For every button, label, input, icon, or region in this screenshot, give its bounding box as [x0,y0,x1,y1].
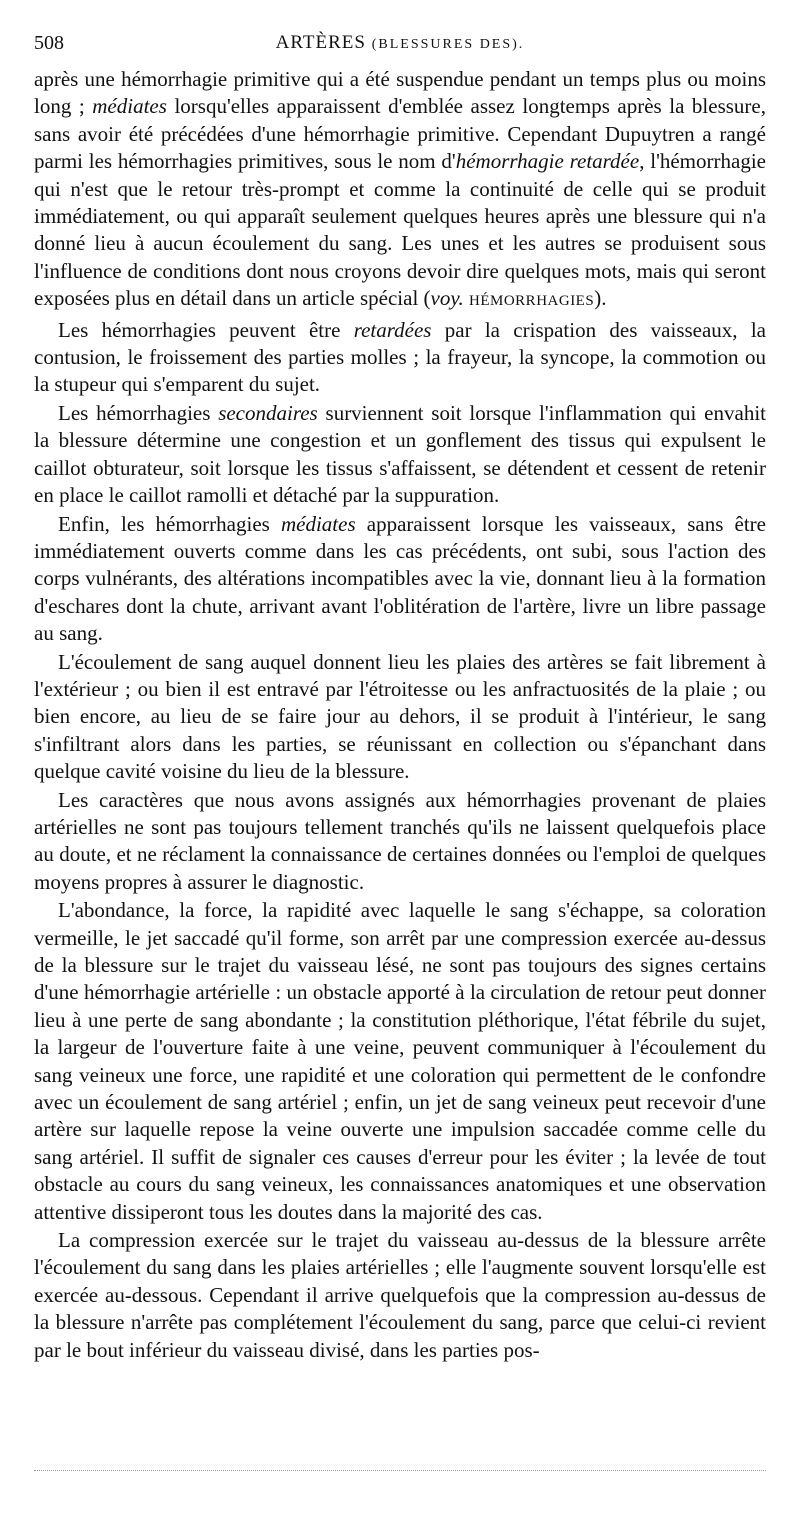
footer-rule [34,1470,766,1471]
paragraph [34,317,766,399]
paragraph [34,1227,766,1364]
italic-term: secondaires [218,400,318,425]
paragraph [34,66,766,316]
text-run: lorsqu'elles apparaissent d'emblée assez longtemps après la blessure, sans avoir été précédées d'une hémorrhagie primitive. Cependant Dupuytren a rangé parmi les hémorrhagies primitives, sous le nom d' [34,94,766,174]
text-run: Les hémorrhagies peuvent être [58,317,354,342]
small-caps-term: HÉMORRHAGIES [469,293,595,310]
text-run: Enfin, les hémorrhagies [58,511,281,536]
paragraph [34,649,766,786]
running-head [34,26,766,66]
italic-term: hémorrhagie retardée [455,149,640,174]
text-run: L'écoulement de sang auquel donnent lieu les plaies des artères se fait librement à l'extérieur ; ou bien il est entravé par l'étroitesse ou les anfractuosités de la plaie ; ou bien encore, au lieu de se faire jour au dehors, il se produit à l'intérieur, le sang s'infiltrant alors dans les parties, se réunissant en collection ou s'épanchant dans quelque cavité voisine du lieu de la blessure. [34,649,766,784]
italic-term: voy. [430,286,464,311]
paragraph [34,787,766,897]
text-run: L'abondance, la force, la rapidité avec laquelle le sang s'échappe, sa coloration vermeille, le jet saccadé qu'il forme, son arrêt par une compression exercée au-dessus de la blessure sur le trajet du vaisseau lésé, ne sont pas toujours des signes certains d'une hémorrhagie artérielle : un obstacle apporté à la circulation de retour peut donner lieu à une perte de sang abondante ; la constitution pléthorique, l'état fébrile du sujet, la largeur de l'ouverture faite à une veine, peuvent communiquer à l'écoulement du sang veineux une force, une rapidité et une coloration qui permettent de le confondre avec un écoulement de sang artériel ; enfin, un jet de sang veineux peut recevoir d'une artère sur laquelle repose la veine ouverte une impulsion saccadée comme celle du sang artériel. Il suffit de signaler ces causes d'erreur pour les éviter ; la levée de tout obstacle au cours du sang veineux, les connaissances anatomiques et une observation attentive dissiperont tous les doutes dans la majorité des cas. [34,898,766,1224]
text-run: Les caractères que nous avons assignés aux hémorrhagies provenant de plaies artérielles ne sont pas toujours tellement tranchés qu'ils ne laissent quelquefois place au doute, et ne réclament la connaissance de certaines données ou l'emploi de quelques moyens propres à assurer le diagnostic. [34,787,766,894]
italic-term: retardées [353,317,432,342]
paragraph [34,511,766,648]
italic-term: médiates [280,511,356,536]
text-run: ). [594,286,607,311]
text-run: apparaissent lorsque les vaisseaux, sans être immédiatement ouverts comme dans les cas précédents, ont subi, sous l'action des corps vulnérants, des altérations incompatibles avec la vie, donnant lieu à la formation d'eschares dont la chute, arrivant avant l'oblitération de l'artère, livre un libre passage au sang. [34,511,767,646]
text-run: par la crispation des vaisseaux, la contusion, le froissement des parties molles ; la frayeur, la syncope, la commotion ou la stupeur qui s'emparent du sujet. [34,317,766,397]
paragraph [34,897,766,1226]
text-run: Les hémorrhagies [58,400,219,425]
text-run: surviennent soit lorsque l'inflammation qui envahit la blessure détermine une congestion et un gonflement des tissus qui expulsent le caillot obturateur, soit lorsque les tissus s'affaissent, se détendent et cessent de retenir en place le caillot ramolli et détaché par la suppuration. [34,400,766,508]
page-number: 508 [34,32,64,54]
running-title [34,32,766,54]
body-text [34,66,766,1364]
running-title-sub: (BLESSURES DES). [371,37,525,52]
text-run: La compression exercée sur le trajet du vaisseau au-dessus de la blessure arrête l'écoulement du sang dans les plaies artérielles ; elle l'augmente souvent lorsqu'elle est exercée au-dessous. Cependant il arrive quelquefois que la compression au-dessus de la blessure n'arrête pas complétement l'écoulement du sang, parce que celui-ci revient par le bout inférieur du vaisseau divisé, dans les parties pos- [34,1228,766,1362]
text-run: après une hémorrhagie primitive qui a été suspendue pendant un temps plus ou moins long ; [34,67,766,119]
italic-term: médiates [92,94,167,119]
text-run: , l'hémorrhagie qui n'est que le retour très-prompt et comme la continuité de celle qui se produit immédiatement, ou qui apparaît seulement quelques heures après une blessure qui n'a donné lieu à aucun écoulement du sang. Les unes et les autres se produisent sous l'influence de conditions dont nous croyons devoir dire quelques mots, mais qui seront exposées plus en détail dans un article spécial ( [34,149,766,311]
paragraph [34,400,766,510]
running-title-main: ARTÈRES [275,32,366,53]
